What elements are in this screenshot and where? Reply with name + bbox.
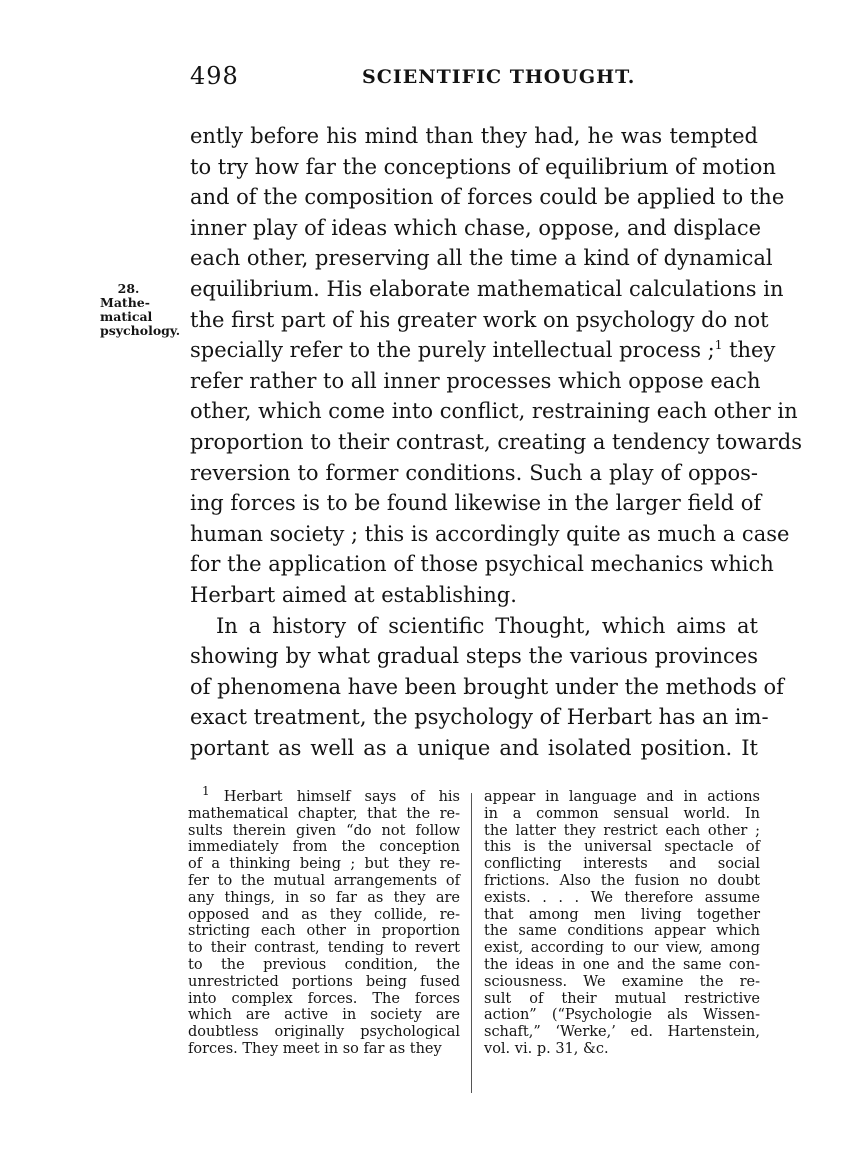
footnote-reference[interactable]: 1 (714, 338, 723, 353)
body-line: the first part of his greater work on psychology do not (190, 307, 769, 332)
body-line: ing forces is to be found likewise in the larger field of (190, 491, 762, 516)
footnote-line (188, 784, 461, 806)
body-line: human society ; this is accordingly quite as much a case (190, 521, 790, 546)
body-line: reversion to former conditions. Such a play of oppos- (190, 460, 758, 485)
footnote-line: mathematical chapter, that the re- (188, 805, 460, 822)
footnote-column-right (484, 789, 760, 1058)
body-line: proportion to their contrast, creating a tendency towards (190, 429, 802, 454)
footnote-line: forces. They meet in so far as they (188, 1040, 442, 1057)
body-line: showing by what gradual steps the various provinces (190, 644, 758, 669)
body-line-text: specially refer to the purely intellectual process ; (190, 338, 715, 363)
margin-note-number: 28. (117, 281, 140, 296)
footnote-line: which are active in society are (188, 1007, 460, 1024)
footnote-column-left (188, 784, 461, 1058)
footnote-line: that among men living together (484, 906, 760, 923)
body-line: portant as well as a unique and isolated position. It (190, 735, 758, 760)
running-title: SCIENTIFIC THOUGHT. (362, 66, 636, 88)
footnote-line: to their contrast, tending to revert (188, 940, 460, 957)
body-line: exact treatment, the psychology of Herbart has an im- (190, 705, 769, 730)
footnote-line: frictions. Also the fusion no doubt (484, 872, 760, 889)
footnote-line: the ideas in one and the same con- (484, 956, 760, 973)
footnote-marker: 1 (202, 784, 210, 799)
footnote-line: conflicting interests and social (484, 856, 760, 873)
footnote-line: stricting each other in proportion (188, 923, 460, 940)
footnote-line: sults therein given “do not follow (188, 822, 460, 839)
body-line: In a history of scientific Thought, which aims at (216, 613, 758, 638)
body-line: for the application of those psychical mechanics which (190, 552, 774, 577)
footnote-line: fer to the mutual arrangements of (188, 872, 460, 889)
body-line-with-footnote-ref (190, 335, 776, 366)
footnote-line: of a thinking being ; but they re- (188, 856, 460, 873)
footnote-line: sciousness. We examine the re- (484, 973, 760, 990)
footnote-line: action” (“Psychologie als Wissen- (484, 1007, 760, 1024)
footnote-line: vol. vi. p. 31, &c. (484, 1040, 609, 1057)
margin-note-line: Mathe- (100, 295, 150, 310)
body-line: refer rather to all inner processes which oppose each (190, 368, 761, 393)
footnote-line: opposed and as they collide, re- (188, 906, 460, 923)
footnote-line: sult of their mutual restrictive (484, 990, 760, 1007)
footnote-line: into complex forces. The forces (188, 990, 460, 1007)
body-line: of phenomena have been brought under the methods of (190, 674, 784, 699)
footnote-line: the latter they restrict each other ; (484, 822, 760, 839)
body-line: equilibrium. His elaborate mathematical calculations in (190, 276, 784, 301)
footnote-line: exists. . . . We therefore assume (484, 889, 760, 906)
footnote-line: unrestricted portions being fused (188, 973, 460, 990)
column-divider (471, 793, 472, 1093)
footnote-line-text: Herbart himself says of his (223, 789, 461, 805)
footnote-line: schaft,” ‘Werke,’ ed. Hartenstein, (484, 1024, 760, 1041)
footnote-line: this is the universal spectacle of (484, 839, 760, 856)
body-line: other, which come into conflict, restraining each other in (190, 399, 798, 424)
body-line: to try how far the conceptions of equilibrium of motion (190, 154, 776, 179)
footnote-line: exist, according to our view, among (484, 940, 760, 957)
body-line: ently before his mind than they had, he was tempted (190, 124, 758, 148)
body-line-text: they (729, 338, 776, 363)
body-text (190, 121, 802, 763)
body-line: and of the composition of forces could be applied to the (190, 185, 785, 210)
body-line: inner play of ideas which chase, oppose, and displace (190, 215, 762, 240)
footnote-line: in a common sensual world. In (484, 805, 760, 822)
running-head (190, 62, 760, 94)
footnote-line: to the previous condition, the (188, 956, 460, 973)
margin-note-line: matical (100, 309, 153, 324)
footnote-line: appear in language and in actions (484, 789, 760, 805)
page-number: 498 (190, 62, 239, 90)
margin-note (100, 282, 185, 338)
footnote-line: the same conditions appear which (484, 923, 760, 940)
footnote-line: doubtless originally psychological (188, 1024, 460, 1041)
footnote-line: any things, in so far as they are (188, 889, 460, 906)
body-line: each other, preserving all the time a kind of dynamical (190, 246, 773, 271)
body-line: Herbart aimed at establishing. (190, 582, 517, 607)
footnote-line: immediately from the conception (188, 839, 460, 856)
margin-note-line: psychology. (100, 323, 181, 338)
